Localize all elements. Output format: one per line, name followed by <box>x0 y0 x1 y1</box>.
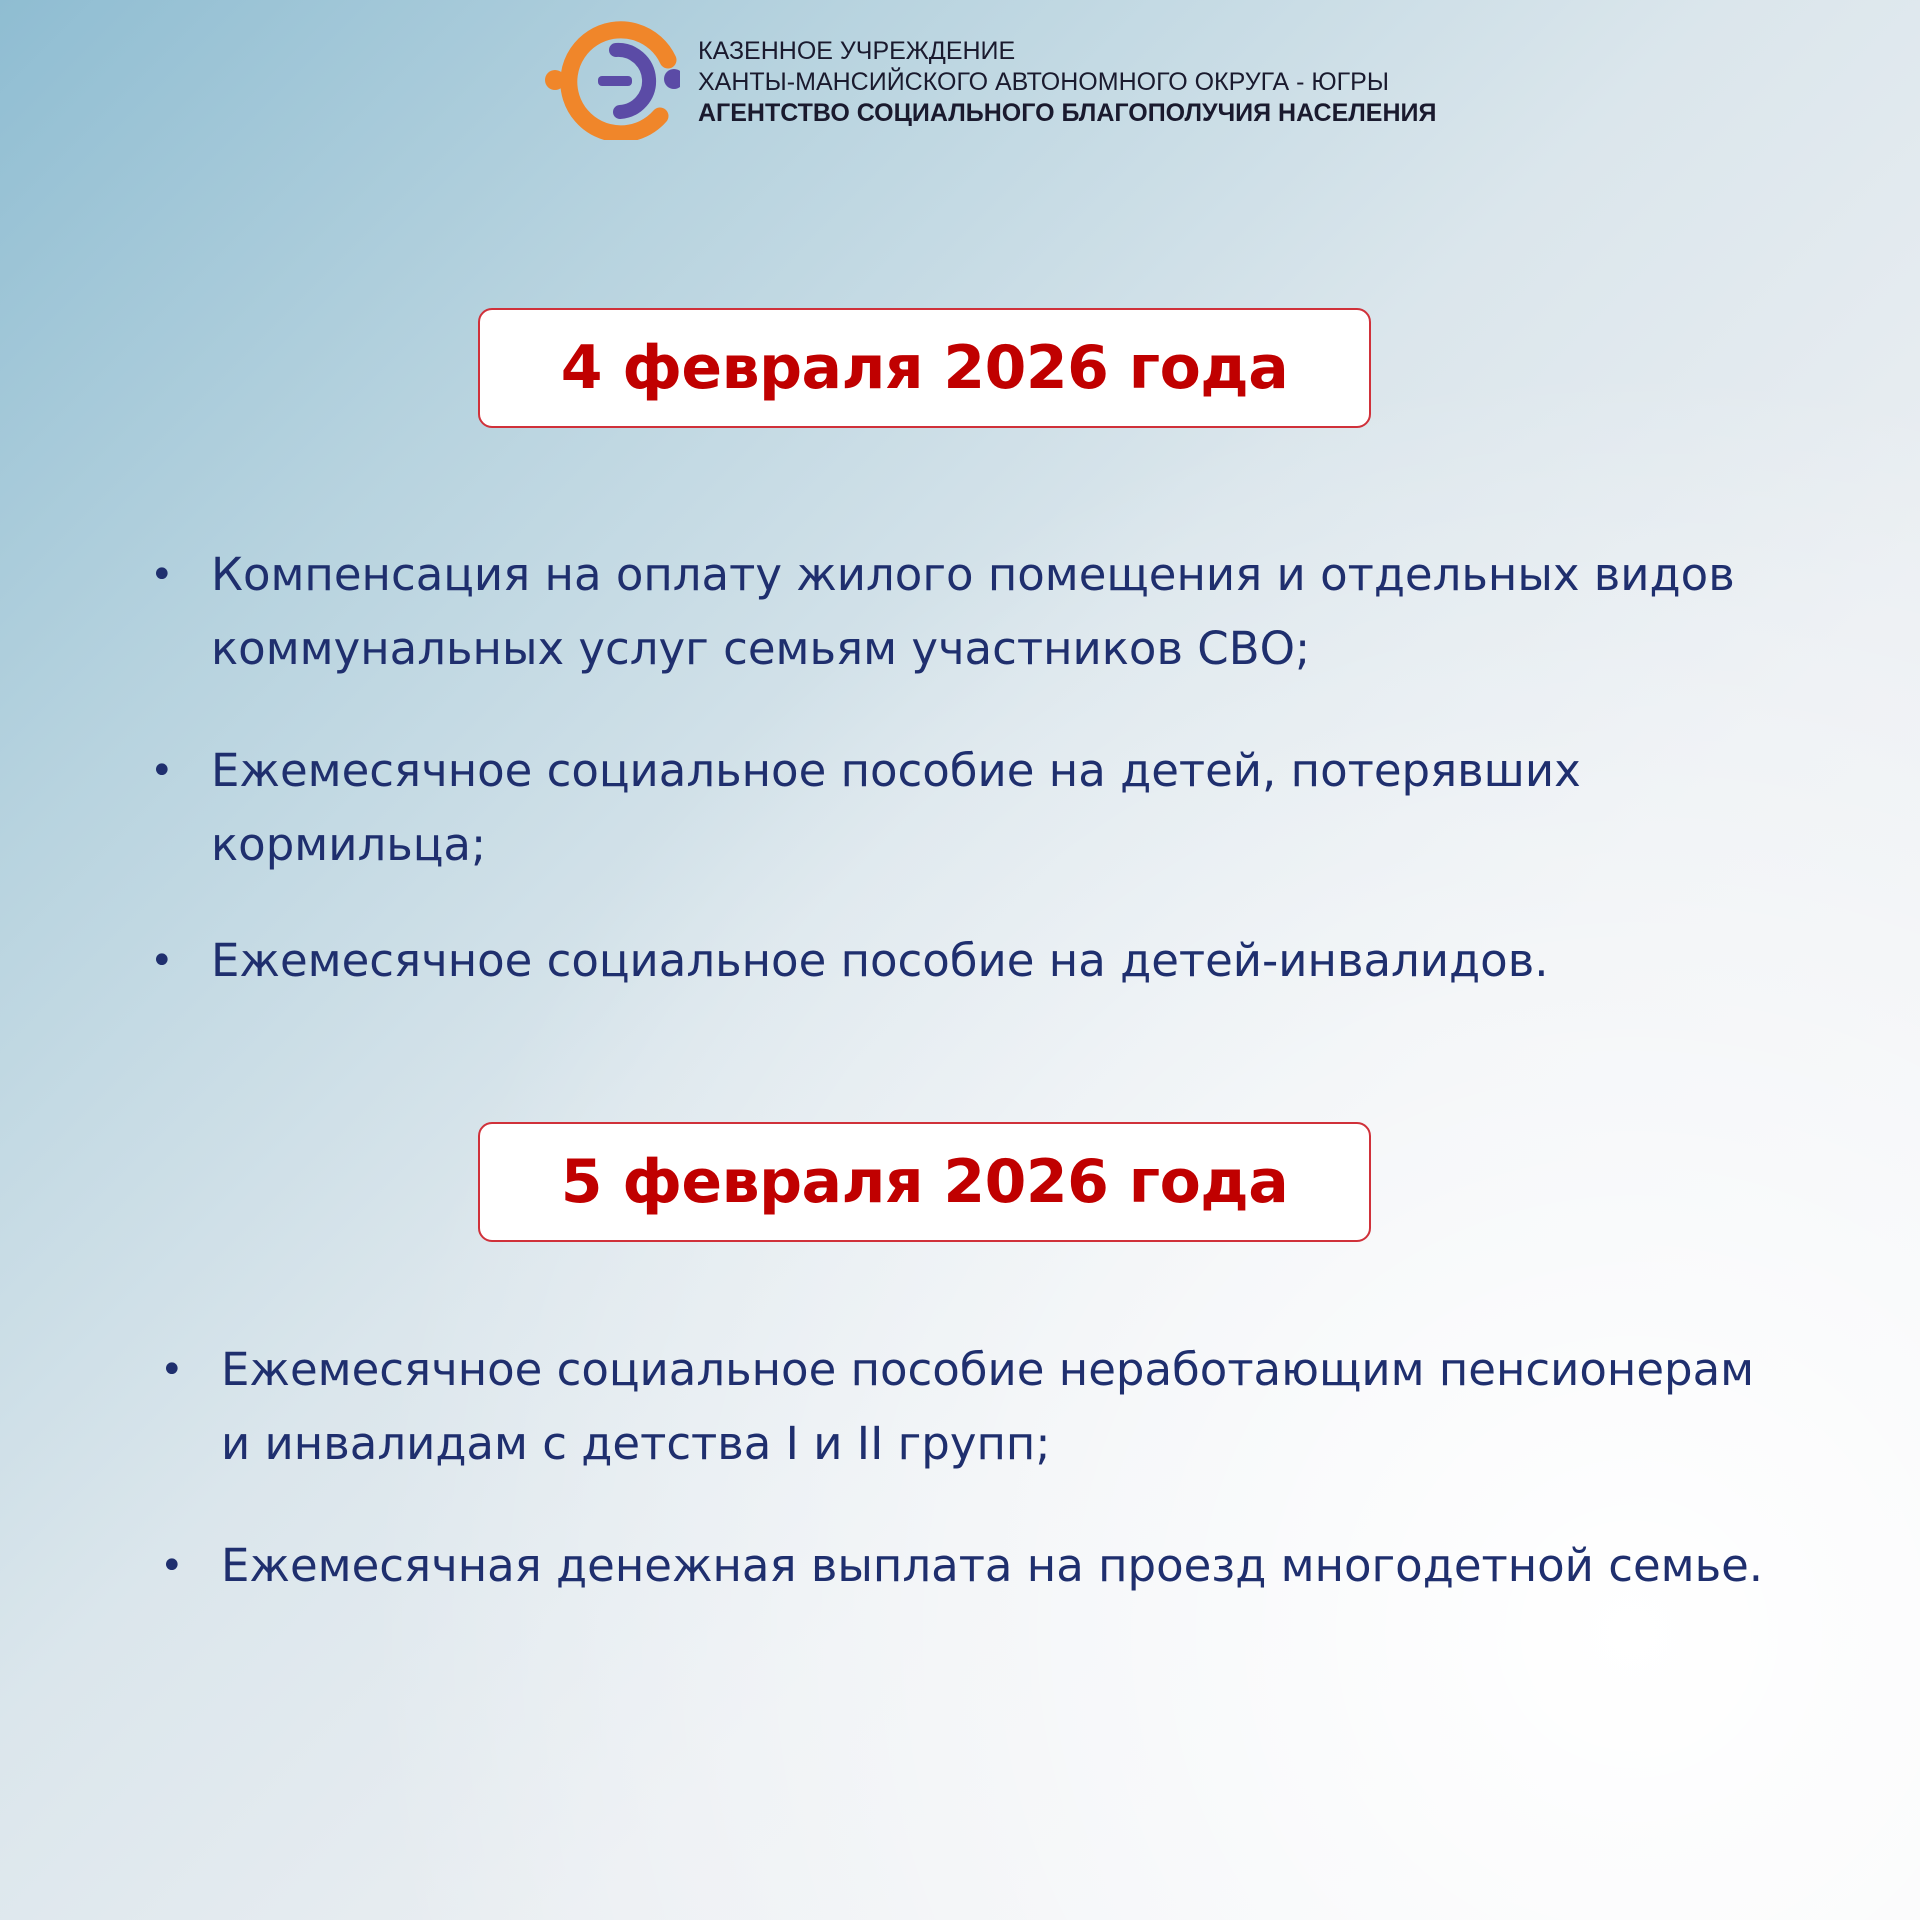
list-item-text: Ежемесячное социальное пособие неработающим пенсионерам и инвалидам с детства I и II групп; <box>221 1343 1755 1470</box>
bullet-icon: • <box>150 552 174 598</box>
list-item <box>150 734 1771 882</box>
payment-list-feb-5 <box>160 1333 1781 1603</box>
bullet-icon: • <box>150 938 174 984</box>
org-line-2: ХАНТЫ-МАНСИЙСКОГО АВТОНОМНОГО ОКРУГА - ЮГРЫ <box>698 68 1389 96</box>
list-item <box>150 924 1771 998</box>
logo-orange-dot <box>545 70 565 90</box>
logo-purple-bar <box>598 76 632 86</box>
list-item-text: Ежемесячное социальное пособие на детей, потерявших кормильца; <box>211 744 1581 871</box>
organization-name <box>698 36 1436 129</box>
payment-list-feb-4 <box>150 538 1771 998</box>
date-heading-text: 4 февраля 2026 года <box>560 333 1289 403</box>
bullet-icon: • <box>150 748 174 794</box>
agency-logo <box>540 20 680 140</box>
list-item <box>160 1333 1781 1481</box>
list-item-text: Ежемесячная денежная выплата на проезд многодетной семье. <box>221 1539 1764 1592</box>
date-heading-feb-4 <box>478 308 1371 428</box>
org-line-3: АГЕНТСТВО СОЦИАЛЬНОГО БЛАГОПОЛУЧИЯ НАСЕЛЕНИЯ <box>698 99 1437 127</box>
list-item <box>150 538 1771 686</box>
list-item <box>160 1529 1781 1603</box>
list-item-text: Компенсация на оплату жилого помещения и отдельных видов коммунальных услуг семьям участников СВО; <box>211 548 1735 675</box>
list-item-text: Ежемесячное социальное пособие на детей-инвалидов. <box>211 934 1549 987</box>
bullet-icon: • <box>160 1543 184 1589</box>
org-line-1: КАЗЕННОЕ УЧРЕЖДЕНИЕ <box>698 37 1016 65</box>
bullet-icon: • <box>160 1347 184 1393</box>
logo-purple-dot <box>664 69 680 89</box>
date-heading-feb-5 <box>478 1122 1371 1242</box>
date-heading-text: 5 февраля 2026 года <box>560 1147 1289 1217</box>
